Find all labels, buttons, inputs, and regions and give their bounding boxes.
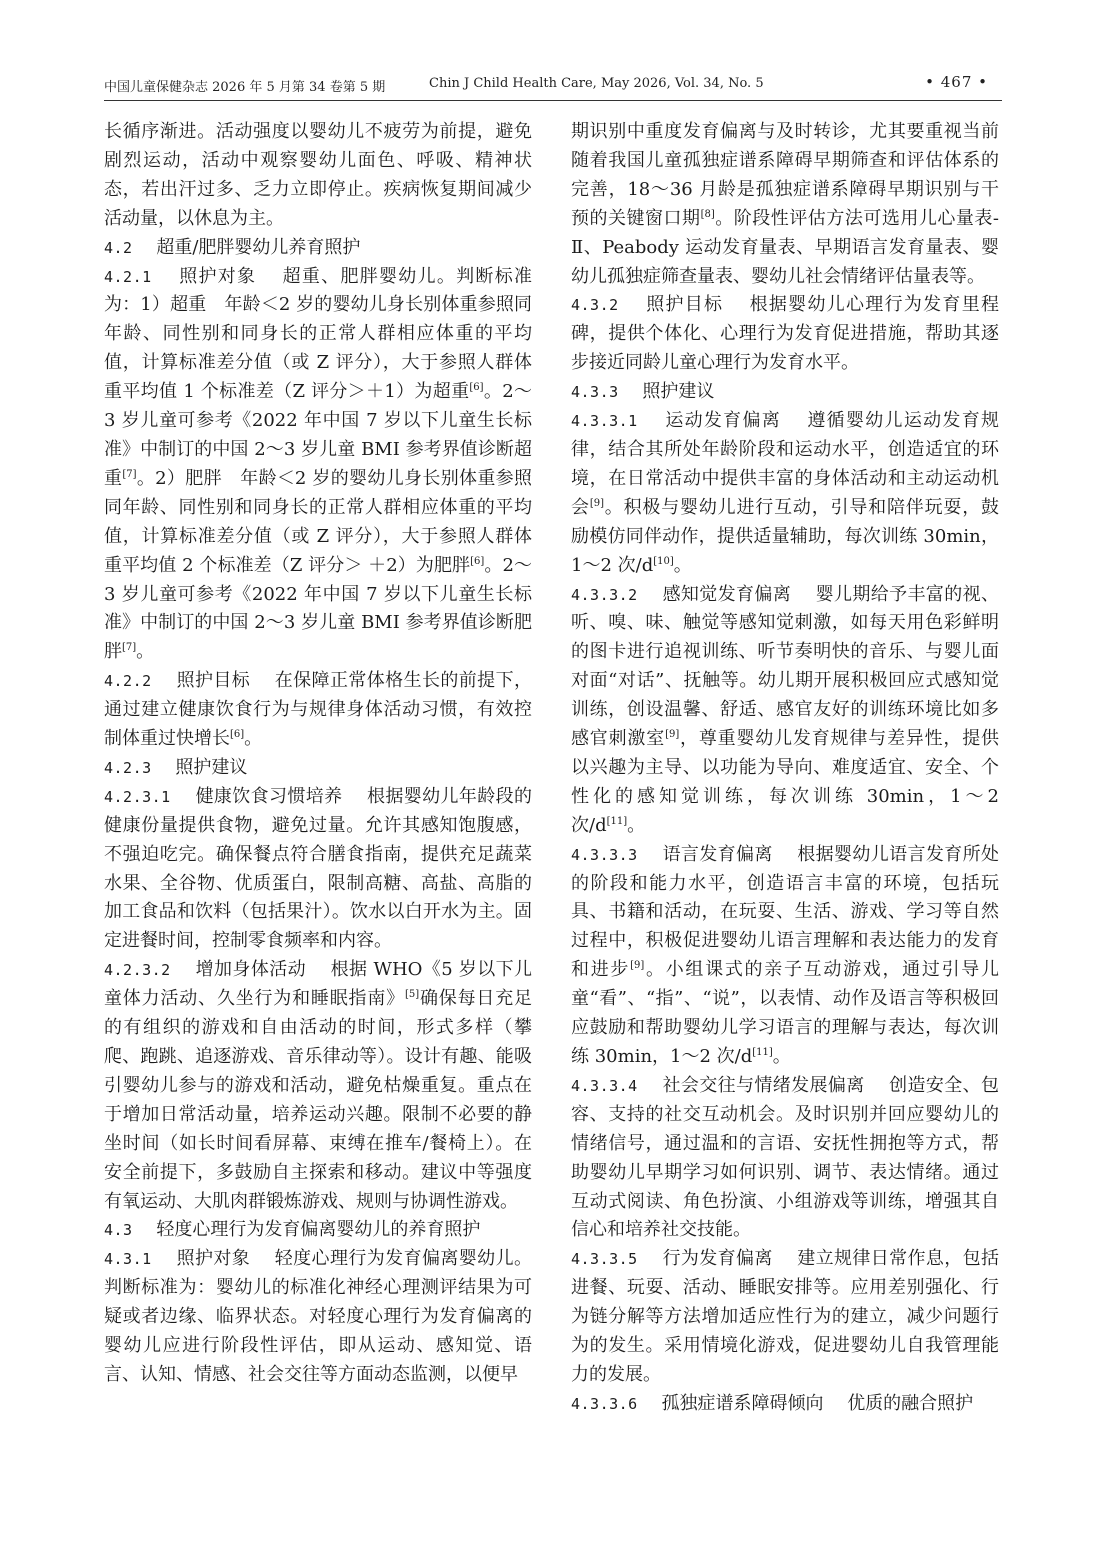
section-number: 4.3 bbox=[104, 1221, 133, 1240]
body-paragraph bbox=[104, 1245, 532, 1390]
citation-ref: [11] bbox=[752, 1047, 773, 1058]
body-paragraph bbox=[104, 263, 532, 668]
body-paragraph bbox=[571, 291, 999, 378]
citation-ref: [6] bbox=[230, 729, 245, 741]
paragraph-text: 。 bbox=[136, 641, 155, 663]
section-number: 4.2.3.1 bbox=[104, 787, 171, 806]
citation-ref: [9] bbox=[589, 497, 604, 509]
section-number: 4.3.3 bbox=[571, 383, 619, 402]
body-paragraph bbox=[571, 1072, 999, 1245]
right-column bbox=[571, 118, 999, 1419]
left-column bbox=[104, 118, 532, 1390]
paragraph-label: 照护对象 bbox=[179, 265, 257, 287]
section-heading bbox=[104, 234, 532, 263]
body-paragraph bbox=[104, 956, 532, 1216]
paragraph-text: 。积极与婴幼儿进行互动，引导和陪伴玩耍，鼓励模仿同伴动作，提供适量辅助，每次训练 30min，1～2 次/d bbox=[571, 496, 999, 576]
journal-title-en: Chin J Child Health Care, May 2026, Vol. 34, No. 5 bbox=[429, 76, 764, 91]
paragraph-text: 。 bbox=[673, 554, 692, 576]
paragraph-label: 感知觉发育偏离 bbox=[662, 583, 792, 605]
paragraph-text: 创造安全、包容、支持的社交互动机会。及时识别并回应婴幼儿的情绪信号，通过温和的言语、安抚性拥抱等方式，帮助婴幼儿早期学习如何识别、调节、表达情绪。通过互动式阅读、角色扮演、小组游戏等训练，增强其自信心和培养社交技能。 bbox=[571, 1074, 999, 1241]
section-number: 4.3.1 bbox=[104, 1250, 152, 1269]
body-paragraph bbox=[571, 407, 999, 580]
paragraph-text: 在保障正常体格生长的前提下，通过建立健康饮食行为与规律身体活动习惯，有效控制体重过快增长 bbox=[104, 670, 532, 750]
paragraph-label: 社会交往与情绪发展偏离 bbox=[662, 1074, 865, 1096]
paragraph-label: 照护目标 bbox=[176, 670, 251, 692]
section-number: 4.3.3.4 bbox=[571, 1076, 638, 1095]
paragraph-text: ，尊重婴幼儿发育规律与差异性，提供以兴趣为主导、以功能为导向、难度适宜、安全、个性化的感知觉训练，每次训练 30min，1～2 次/d bbox=[571, 728, 1000, 836]
paragraph-text: 建立规律日常作息，包括进餐、玩耍、活动、睡眠安排等。应用差别强化、行为链分解等方法增加适应性行为的建立，减少问题行为的发生。采用情境化游戏，促进婴幼儿自我管理能力的发展。 bbox=[571, 1248, 999, 1385]
paragraph-text: 根据婴幼儿心理行为发育里程碑，提供个体化、心理行为发育促进措施，帮助其逐步接近同龄儿童心理行为发育水平。 bbox=[571, 294, 999, 374]
paragraph-label: 增加身体活动 bbox=[195, 959, 307, 981]
section-number: 4.2.3 bbox=[104, 758, 152, 777]
paragraph-text: 。2）肥胖 年龄＜2 岁的婴幼儿身长别体重参照同年龄、同性别和同身长的正常人群相应体重的平均值，计算标准差分值（或 Z 评分），大于参照人群体重平均值 2 个标准差（Z 评分＞ ＋2）为肥胖 bbox=[104, 467, 532, 576]
section-number: 4.3.2 bbox=[571, 296, 619, 315]
citation-ref: [7] bbox=[122, 468, 137, 480]
citation-ref: [9] bbox=[630, 960, 645, 972]
paragraph-label: 照护对象 bbox=[176, 1248, 251, 1270]
paragraph-label: 运动发育偏离 bbox=[665, 410, 782, 432]
citation-ref: [6] bbox=[469, 382, 484, 394]
paragraph-text: 。 bbox=[772, 1046, 791, 1067]
body-paragraph bbox=[571, 841, 999, 1072]
section-heading bbox=[104, 754, 532, 783]
section-title: 照护建议 bbox=[642, 381, 715, 403]
paragraph-label: 照护目标 bbox=[646, 294, 724, 316]
section-number: 4.3.3.1 bbox=[571, 412, 638, 431]
citation-ref: [10] bbox=[653, 555, 674, 567]
paragraph-text: 婴儿期给予丰富的视、听、嗅、味、触觉等感知觉刺激，如每天用色彩鲜明的图卡进行追视训练、听节奏明快的音乐、与婴儿面对面“对话”、抚触等。幼儿期开展积极回应式感知觉训练，创设温馨、舒适、感官友好的训练环境比如多感官刺激室 bbox=[571, 583, 999, 750]
paragraph-text: 轻度心理行为发育偏离婴幼儿。判断标准为：婴幼儿的标准化神经心理测评结果为可疑或者边缘、临界状态。对轻度心理行为发育偏离的婴幼儿应进行阶段性评估，即从运动、感知觉、语言、认知、情感、社会交往等方面动态监测，以便早 bbox=[104, 1248, 532, 1385]
body-paragraph bbox=[104, 667, 532, 754]
paragraph-text: 期识别中重度发育偏离与及时转诊，尤其要重视当前随着我国儿童孤独症谱系障碍早期筛查和评估体系的完善，18～36 月龄是孤独症谱系障碍早期识别与干预的关键窗口期 bbox=[571, 121, 999, 229]
body-paragraph bbox=[104, 783, 532, 956]
body-paragraph bbox=[571, 581, 999, 841]
paragraph-label: 语言发育偏离 bbox=[662, 843, 773, 865]
paragraph-text: 根据婴幼儿年龄段的健康份量提供食物，避免过量。允许其感知饱腹感，不强迫吃完。确保餐点符合膳食指南，提供充足蔬菜水果、全谷物、优质蛋白，限制高糖、高盐、高脂的加工食品和饮料（包括果汁）。饮水以白开水为主。固定进餐时间，控制零食频率和内容。 bbox=[104, 785, 532, 952]
section-title: 照护建议 bbox=[175, 756, 248, 778]
paragraph-text: 超重、肥胖婴幼儿。判断标准为：1）超重 年龄＜2 岁的婴幼儿身长别体重参照同年龄、同性别和同身长的正常人群相应体重的平均值，计算标准差分值（或 Z 评分），大于参照人群体重平均值 1 个标准差（Z 评分＞＋1）为超重 bbox=[104, 265, 532, 403]
paragraph-label: 健康饮食习惯培养 bbox=[195, 785, 343, 807]
paragraph-text: 根据 WHO《5 岁以下儿童体力活动、久坐行为和睡眠指南》 bbox=[104, 959, 532, 1010]
paragraph-text: 。 bbox=[627, 814, 646, 836]
body-paragraph bbox=[104, 118, 532, 234]
page-number: • 467 • bbox=[925, 73, 988, 91]
section-number: 4.2 bbox=[104, 238, 133, 257]
paragraph-text: 。2～3 岁儿童可参考《2022 年中国 7 岁以下儿童生长标准》中制订的中国 2～3 岁儿童 BMI 参考界值诊断超重 bbox=[104, 381, 533, 489]
paragraph-text: 。阶段性评估方法可选用儿心量表-Ⅱ、Peabody 运动发育量表、早期语言发育量表、婴幼儿孤独症筛查量表、婴幼儿社会情绪评估量表等。 bbox=[571, 207, 999, 287]
section-number: 4.3.3.5 bbox=[571, 1250, 638, 1269]
body-paragraph bbox=[571, 1390, 999, 1419]
paragraph-text: 。小组课式的亲子互动游戏，通过引导儿童“看”、“指”、“说”，以表情、动作及语言等积极回应鼓励和帮助婴幼儿学习语言的理解与表达，每次训练 30min，1～2 次/d bbox=[571, 959, 1000, 1067]
body-paragraph bbox=[571, 1245, 999, 1390]
citation-ref: [9] bbox=[665, 729, 680, 741]
running-header bbox=[104, 70, 1002, 101]
paragraph-text: 根据婴幼儿语言发育所处的阶段和能力水平，创造语言丰富的环境，包括玩具、书籍和活动，在玩耍、生活、游戏、学习等自然过程中，积极促进婴幼儿语言理解和表达能力的发育和进步 bbox=[571, 843, 999, 981]
section-number: 4.3.3.3 bbox=[571, 845, 638, 864]
paragraph-text: 确保每日充足的有组织的游戏和自由活动的时间，形式多样（攀爬、跑跳、追逐游戏、音乐律动等）。设计有趣、能吸引婴幼儿参与的游戏和活动，避免枯燥重复。重点在于增加日常活动量，培养运动兴趣。限制不必要的静坐时间（如长时间看屏幕、束缚在推车/餐椅上）。在安全前提下，多鼓励自主探索和移动。建议中等强度有氧运动、大肌肉群锻炼游戏、规则与协调性游戏。 bbox=[104, 988, 533, 1212]
paragraph-text: 长循序渐进。活动强度以婴幼儿不疲劳为前提，避免剧烈运动，活动中观察婴幼儿面色、呼吸、精神状态，若出汗过多、乏力立即停止。疾病恢复期间减少活动量，以休息为主。 bbox=[104, 121, 532, 229]
citation-ref: [6] bbox=[470, 555, 485, 567]
section-number: 4.3.3.2 bbox=[571, 585, 638, 604]
section-heading bbox=[104, 1216, 532, 1245]
section-heading bbox=[571, 378, 999, 407]
section-number: 4.2.1 bbox=[104, 267, 152, 286]
citation-ref: [8] bbox=[700, 208, 715, 220]
body-paragraph bbox=[571, 118, 999, 291]
paragraph-text: 遵循婴幼儿运动发育规律，结合其所处年龄阶段和运动水平，创造适宜的环境，在日常活动中提供丰富的身体活动和主动运动机会 bbox=[571, 410, 999, 518]
journal-title-cn: 中国儿童保健杂志 2026 年 5 月第 34 卷第 5 期 bbox=[104, 80, 386, 95]
section-title: 超重/肥胖婴幼儿养育照护 bbox=[156, 236, 361, 258]
paragraph-text: 。 bbox=[244, 728, 263, 750]
paragraph-text: 优质的融合照护 bbox=[847, 1392, 974, 1414]
paragraph-label: 孤独症谱系障碍倾向 bbox=[661, 1392, 824, 1414]
paragraph-text: 。2～3 岁儿童可参考《2022 年中国 7 岁以下儿童生长标准》中制订的中国 2～3 岁儿童 BMI 参考界值诊断肥胖 bbox=[104, 554, 533, 663]
section-number: 4.2.3.2 bbox=[104, 961, 171, 980]
citation-ref: [11] bbox=[606, 815, 628, 827]
section-number: 4.3.3.6 bbox=[571, 1394, 638, 1413]
citation-ref: [7] bbox=[122, 642, 137, 654]
paragraph-label: 行为发育偏离 bbox=[662, 1248, 773, 1270]
citation-ref: [5] bbox=[404, 989, 420, 1001]
section-number: 4.2.2 bbox=[104, 672, 152, 691]
section-title: 轻度心理行为发育偏离婴幼儿的养育照护 bbox=[156, 1219, 481, 1241]
